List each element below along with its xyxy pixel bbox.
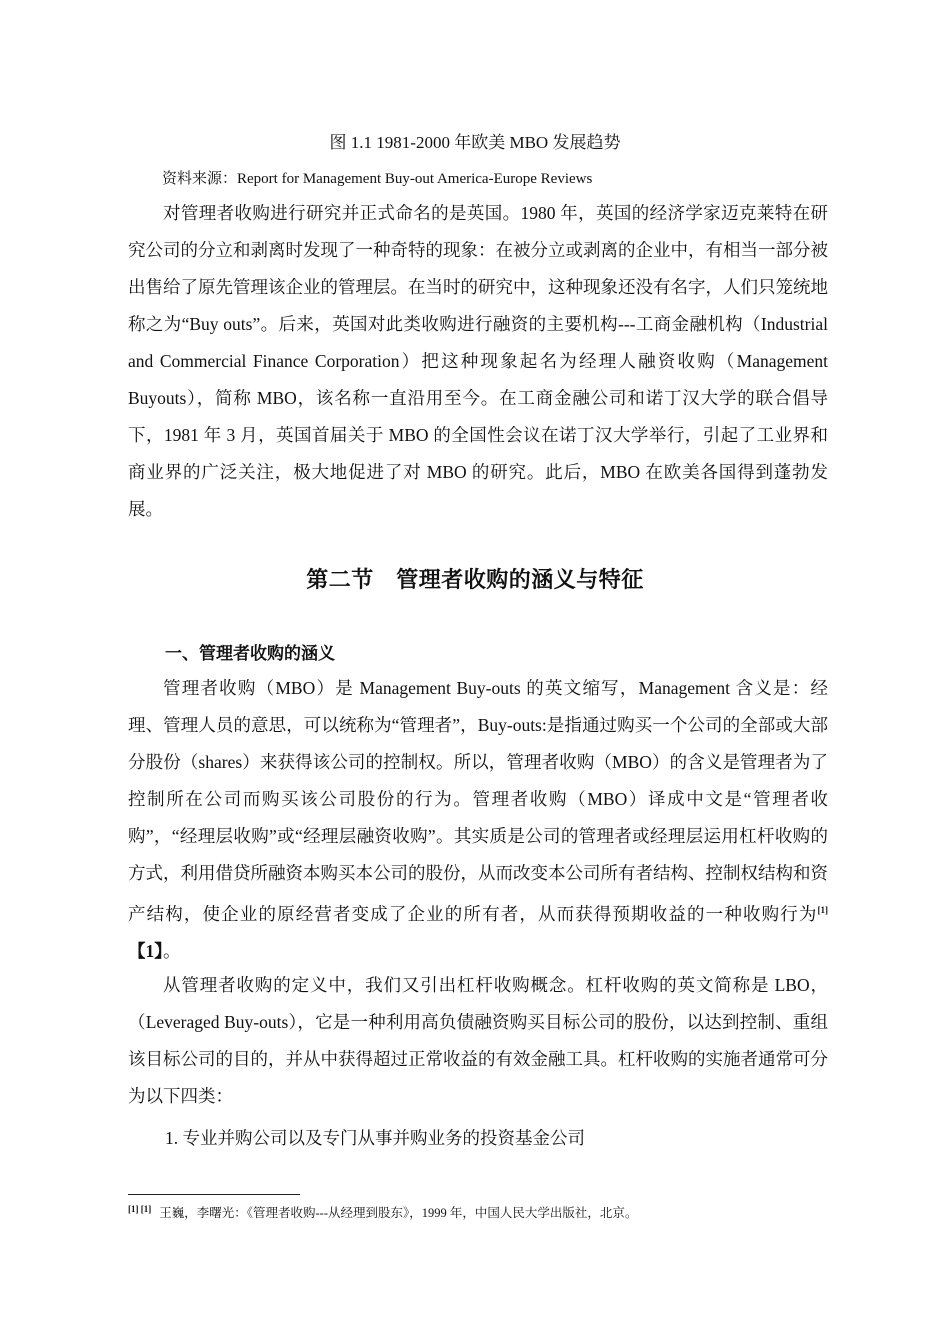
figure-caption: 图 1.1 1981-2000 年欧美 MBO 发展趋势	[329, 133, 621, 152]
subheading: 一、管理者收购的涵义	[165, 644, 335, 664]
footnote-mark: [1] [1]	[128, 1204, 152, 1214]
footnote-divider	[128, 1194, 300, 1195]
lbo-paragraph: 从管理者收购的定义中，我们又引出杠杆收购概念。杠杆收购的英文简称是 LBO，（Leveraged Buy-outs），它是一种利用高负债融资购买目标公司的股份，以达到控制、重组该目标公司的目的，并从中获得超过正常收益的有效金融工具。杠杆收购的实施者通常可分为以下四类：	[128, 975, 828, 1106]
citation-bracket: 【1】	[128, 940, 163, 961]
footnote	[128, 1199, 637, 1223]
definition-paragraph	[128, 670, 828, 970]
definition-text: 管理者收购（MBO）是 Management Buy-outs 的英文缩写，Management 含义是：经理、管理人员的意思，可以统称为“管理者”，Buy-outs:是指通过购买一个公司的全部或大部分股份（shares）来获得该公司的控制权。所以，管理者收购（MBO）的含义是管理者为了控制所在公司而购买该公司股份的行为。管理者收购（MBO）译成中文是“管理者收购”，“经理层收购”或“经理层融资收购”。其实质是公司的管理者或经理层运用杠杆收购的方式，利用借贷所融资本购买本公司的股份，从而改变本公司所有者结构、控制权结构和资产结构，使企业的原经营者变成了企业的所有者，从而获得预期收益的一种收购行为	[128, 678, 828, 924]
intro-paragraph: 对管理者收购进行研究并正式命名的是英国。1980 年，英国的经济学家迈克莱特在研究公司的分立和剥离时发现了一种奇特的现象：在被分立或剥离的企业中，有相当一部分被出售给了原先管理该企业的管理层。在当时的研究中，这种现象还没有名字，人们只笼统地称之为“Buy outs”。后来，英国对此类收购进行融资的主要机构---工商金融机构（Industrial and Commercial Finance Corporation）把这种现象起名为经理人融资收购（Management Buyouts），简称 MBO，该名称一直沿用至今。在工商金融公司和诺丁汉大学的联合倡导下，1981 年 3 月，英国首届关于 MBO 的全国性会议在诺丁汉大学举行，引起了工业界和商业界的广泛关注，极大地促进了对 MBO 的研究。此后，MBO 在欧美各国得到蓬勃发展。	[128, 203, 828, 519]
figure-source: 资料来源：Report for Management Buy-out America-Europe Reviews	[162, 171, 593, 187]
section-title: 第二节 管理者收购的涵义与特征	[306, 568, 644, 593]
footnote-ref[interactable]: [1]	[817, 905, 828, 915]
footnote-text: 王巍，李曙光：《管理者收购---从经理到股东》，1999 年，中国人民大学出版社，北京。	[159, 1206, 638, 1221]
definition-end: 。	[163, 940, 181, 961]
list-item: 1. 专业并购公司以及专门从事并购业务的投资基金公司	[165, 1128, 585, 1148]
